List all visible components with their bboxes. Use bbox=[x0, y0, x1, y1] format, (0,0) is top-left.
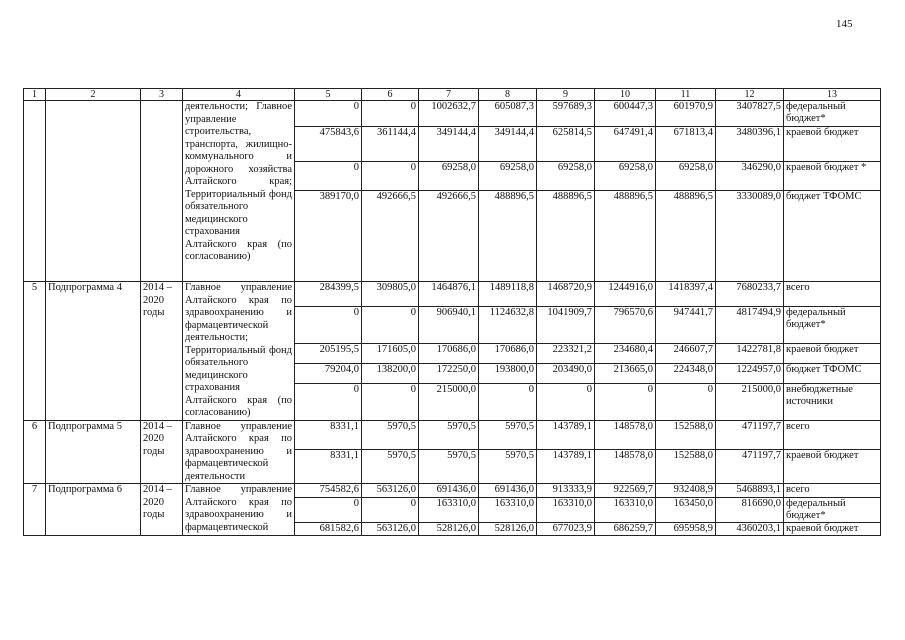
column-header-row bbox=[24, 89, 881, 101]
value-cell: 647491,4 bbox=[595, 127, 656, 162]
value-cell: 5970,5 bbox=[362, 420, 419, 449]
program-name: Подпрограмма 6 bbox=[46, 484, 141, 536]
value-cell: 148578,0 bbox=[595, 420, 656, 449]
value-cell: 0 bbox=[295, 162, 362, 191]
value-cell: 1002632,7 bbox=[419, 101, 479, 127]
column-header: 7 bbox=[419, 89, 479, 101]
value-cell: 947441,7 bbox=[656, 307, 716, 344]
program-years: 2014 – 2020 годы bbox=[141, 484, 183, 536]
funding-source: бюджет ТФОМС bbox=[784, 363, 881, 383]
total-cell: 3330089,0 bbox=[716, 191, 784, 282]
value-cell: 0 bbox=[656, 383, 716, 420]
value-cell: 691436,0 bbox=[419, 484, 479, 498]
row-number bbox=[24, 101, 46, 282]
funding-source: бюджет ТФОМС bbox=[784, 191, 881, 282]
column-header: 11 bbox=[656, 89, 716, 101]
value-cell: 203490,0 bbox=[537, 363, 595, 383]
funding-source: краевой бюджет bbox=[784, 127, 881, 162]
total-cell: 4817494,9 bbox=[716, 307, 784, 344]
funding-source: федеральный бюджет* bbox=[784, 101, 881, 127]
value-cell: 152588,0 bbox=[656, 449, 716, 484]
value-cell: 475843,6 bbox=[295, 127, 362, 162]
value-cell: 932408,9 bbox=[656, 484, 716, 498]
value-cell: 0 bbox=[362, 101, 419, 127]
value-cell: 0 bbox=[295, 383, 362, 420]
total-cell: 1224957,0 bbox=[716, 363, 784, 383]
budget-table bbox=[23, 88, 881, 536]
value-cell: 488896,5 bbox=[595, 191, 656, 282]
table-row bbox=[24, 282, 881, 307]
value-cell: 5970,5 bbox=[362, 449, 419, 484]
responsible-party: Главное управление Алтайского края по здравоохранению и фармацевтической деятельности; Территориальный фонд обязательного медицинского страхования Алтайского края (по согласованию) bbox=[183, 282, 295, 421]
value-cell: 193800,0 bbox=[479, 363, 537, 383]
total-cell: 471197,7 bbox=[716, 420, 784, 449]
value-cell: 605087,3 bbox=[479, 101, 537, 127]
table-row bbox=[24, 484, 881, 498]
value-cell: 163310,0 bbox=[537, 497, 595, 522]
funding-source: краевой бюджет bbox=[784, 343, 881, 363]
value-cell: 361144,4 bbox=[362, 127, 419, 162]
value-cell: 215000,0 bbox=[419, 383, 479, 420]
value-cell: 69258,0 bbox=[419, 162, 479, 191]
funding-source: внебюджетные источники bbox=[784, 383, 881, 420]
value-cell: 0 bbox=[362, 383, 419, 420]
total-cell: 816690,0 bbox=[716, 497, 784, 522]
value-cell: 1041909,7 bbox=[537, 307, 595, 344]
value-cell: 163450,0 bbox=[656, 497, 716, 522]
value-cell: 309805,0 bbox=[362, 282, 419, 307]
value-cell: 349144,4 bbox=[479, 127, 537, 162]
table-row bbox=[24, 420, 881, 449]
value-cell: 143789,1 bbox=[537, 420, 595, 449]
value-cell: 1418397,4 bbox=[656, 282, 716, 307]
funding-source: всего bbox=[784, 484, 881, 498]
column-header: 2 bbox=[46, 89, 141, 101]
value-cell: 205195,5 bbox=[295, 343, 362, 363]
program-name bbox=[46, 101, 141, 282]
value-cell: 681582,6 bbox=[295, 522, 362, 536]
value-cell: 597689,3 bbox=[537, 101, 595, 127]
program-name: Подпрограмма 5 bbox=[46, 420, 141, 484]
value-cell: 1464876,1 bbox=[419, 282, 479, 307]
responsible-party: Главное управление Алтайского края по здравоохранению и фармацевтической деятельности bbox=[183, 420, 295, 484]
value-cell: 246607,7 bbox=[656, 343, 716, 363]
column-header: 1 bbox=[24, 89, 46, 101]
value-cell: 0 bbox=[479, 383, 537, 420]
value-cell: 488896,5 bbox=[537, 191, 595, 282]
value-cell: 913333,9 bbox=[537, 484, 595, 498]
value-cell: 163310,0 bbox=[419, 497, 479, 522]
value-cell: 1489118,8 bbox=[479, 282, 537, 307]
program-name: Подпрограмма 4 bbox=[46, 282, 141, 421]
funding-source: всего bbox=[784, 420, 881, 449]
value-cell: 0 bbox=[362, 307, 419, 344]
value-cell: 492666,5 bbox=[419, 191, 479, 282]
value-cell: 0 bbox=[295, 497, 362, 522]
total-cell: 215000,0 bbox=[716, 383, 784, 420]
page-number: 145 bbox=[836, 18, 853, 30]
value-cell: 492666,5 bbox=[362, 191, 419, 282]
total-cell: 471197,7 bbox=[716, 449, 784, 484]
value-cell: 170686,0 bbox=[479, 343, 537, 363]
program-years: 2014 – 2020 годы bbox=[141, 282, 183, 421]
value-cell: 0 bbox=[537, 383, 595, 420]
value-cell: 138200,0 bbox=[362, 363, 419, 383]
value-cell: 488896,5 bbox=[479, 191, 537, 282]
funding-source: всего bbox=[784, 282, 881, 307]
responsible-party: Главное управление Алтайского края по здравоохранению и фармацевтической bbox=[183, 484, 295, 536]
value-cell: 922569,7 bbox=[595, 484, 656, 498]
total-cell: 3480396,1 bbox=[716, 127, 784, 162]
value-cell: 152588,0 bbox=[656, 420, 716, 449]
value-cell: 1468720,9 bbox=[537, 282, 595, 307]
value-cell: 5970,5 bbox=[479, 449, 537, 484]
funding-source: краевой бюджет * bbox=[784, 162, 881, 191]
funding-source: краевой бюджет bbox=[784, 522, 881, 536]
value-cell: 686259,7 bbox=[595, 522, 656, 536]
value-cell: 0 bbox=[295, 101, 362, 127]
value-cell: 389170,0 bbox=[295, 191, 362, 282]
column-header: 8 bbox=[479, 89, 537, 101]
total-cell: 7680233,7 bbox=[716, 282, 784, 307]
value-cell: 528126,0 bbox=[479, 522, 537, 536]
total-cell: 3407827,5 bbox=[716, 101, 784, 127]
column-header: 3 bbox=[141, 89, 183, 101]
value-cell: 213665,0 bbox=[595, 363, 656, 383]
total-cell: 4360203,1 bbox=[716, 522, 784, 536]
value-cell: 796570,6 bbox=[595, 307, 656, 344]
value-cell: 0 bbox=[595, 383, 656, 420]
value-cell: 69258,0 bbox=[479, 162, 537, 191]
table-row bbox=[24, 101, 881, 127]
total-cell: 1422781,8 bbox=[716, 343, 784, 363]
total-cell: 5468893,1 bbox=[716, 484, 784, 498]
value-cell: 563126,0 bbox=[362, 522, 419, 536]
value-cell: 224348,0 bbox=[656, 363, 716, 383]
value-cell: 695958,9 bbox=[656, 522, 716, 536]
value-cell: 5970,5 bbox=[479, 420, 537, 449]
value-cell: 0 bbox=[362, 497, 419, 522]
value-cell: 69258,0 bbox=[537, 162, 595, 191]
program-years bbox=[141, 101, 183, 282]
value-cell: 284399,5 bbox=[295, 282, 362, 307]
column-header: 4 bbox=[183, 89, 295, 101]
value-cell: 5970,5 bbox=[419, 449, 479, 484]
value-cell: 0 bbox=[362, 162, 419, 191]
value-cell: 69258,0 bbox=[595, 162, 656, 191]
value-cell: 671813,4 bbox=[656, 127, 716, 162]
funding-source: федеральный бюджет* bbox=[784, 497, 881, 522]
value-cell: 8331,1 bbox=[295, 449, 362, 484]
column-header: 5 bbox=[295, 89, 362, 101]
value-cell: 528126,0 bbox=[419, 522, 479, 536]
value-cell: 5970,5 bbox=[419, 420, 479, 449]
value-cell: 600447,3 bbox=[595, 101, 656, 127]
total-cell: 346290,0 bbox=[716, 162, 784, 191]
column-header: 12 bbox=[716, 89, 784, 101]
value-cell: 79204,0 bbox=[295, 363, 362, 383]
value-cell: 677023,9 bbox=[537, 522, 595, 536]
value-cell: 1244916,0 bbox=[595, 282, 656, 307]
row-number: 6 bbox=[24, 420, 46, 484]
value-cell: 163310,0 bbox=[595, 497, 656, 522]
value-cell: 601970,9 bbox=[656, 101, 716, 127]
column-header: 10 bbox=[595, 89, 656, 101]
program-years: 2014 – 2020 годы bbox=[141, 420, 183, 484]
value-cell: 349144,4 bbox=[419, 127, 479, 162]
value-cell: 170686,0 bbox=[419, 343, 479, 363]
funding-source: краевой бюджет bbox=[784, 449, 881, 484]
value-cell: 625814,5 bbox=[537, 127, 595, 162]
responsible-party: деятельности; Главное управление строительства, транспорта, жилищно-коммунального и дорожного хозяйства Алтайского края; Территориальный фонд обязательного медицинского страхования Алтайского края (по согласованию) bbox=[183, 101, 295, 282]
value-cell: 488896,5 bbox=[656, 191, 716, 282]
value-cell: 0 bbox=[295, 307, 362, 344]
value-cell: 143789,1 bbox=[537, 449, 595, 484]
value-cell: 8331,1 bbox=[295, 420, 362, 449]
value-cell: 234680,4 bbox=[595, 343, 656, 363]
column-header: 9 bbox=[537, 89, 595, 101]
value-cell: 163310,0 bbox=[479, 497, 537, 522]
value-cell: 148578,0 bbox=[595, 449, 656, 484]
funding-source: федеральный бюджет* bbox=[784, 307, 881, 344]
row-number: 5 bbox=[24, 282, 46, 421]
value-cell: 563126,0 bbox=[362, 484, 419, 498]
value-cell: 906940,1 bbox=[419, 307, 479, 344]
value-cell: 754582,6 bbox=[295, 484, 362, 498]
value-cell: 223321,2 bbox=[537, 343, 595, 363]
value-cell: 171605,0 bbox=[362, 343, 419, 363]
row-number: 7 bbox=[24, 484, 46, 536]
column-header: 13 bbox=[784, 89, 881, 101]
value-cell: 1124632,8 bbox=[479, 307, 537, 344]
value-cell: 172250,0 bbox=[419, 363, 479, 383]
value-cell: 69258,0 bbox=[656, 162, 716, 191]
column-header: 6 bbox=[362, 89, 419, 101]
value-cell: 691436,0 bbox=[479, 484, 537, 498]
